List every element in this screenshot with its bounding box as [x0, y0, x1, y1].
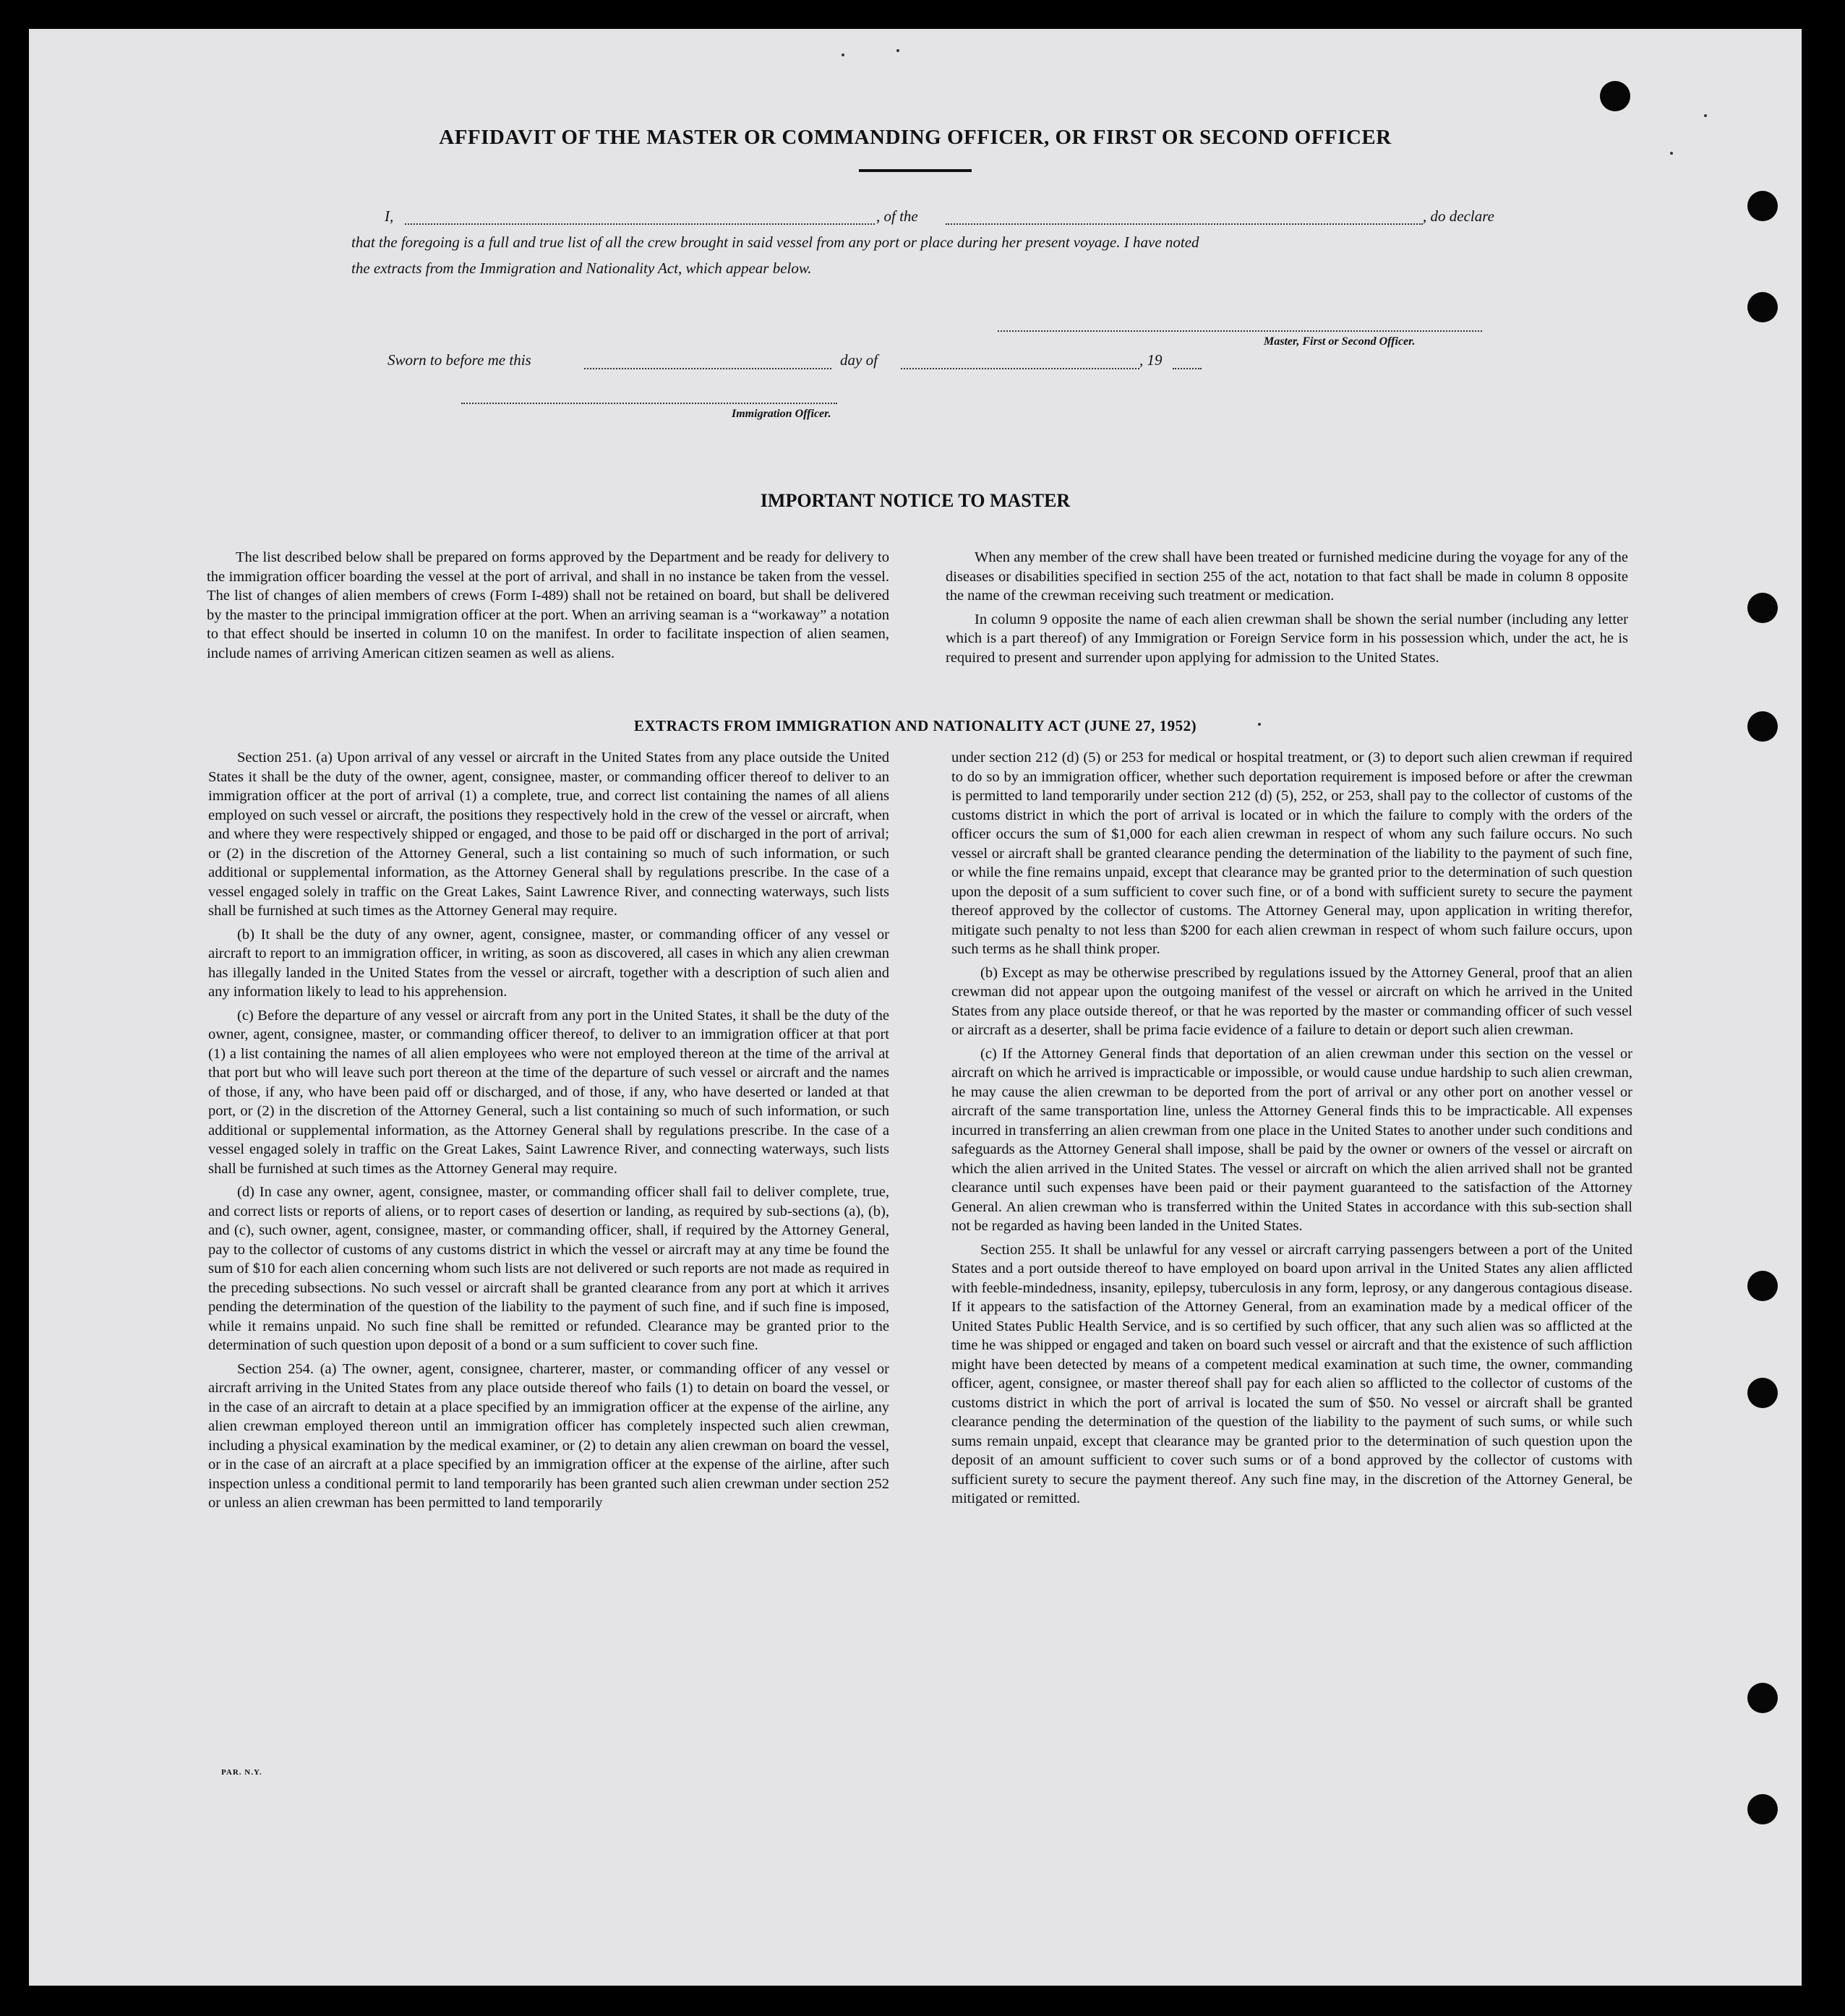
- affidavit-i-label: I,: [385, 207, 394, 225]
- affidavit-title: AFFIDAVIT OF THE MASTER OR COMMANDING OFFICER, OR FIRST OR SECOND OFFICER: [439, 126, 1392, 149]
- extract-paragraph: Section 255. It shall be unlawful for any vessel or aircraft carrying passengers between a port of the United States and a port outside thereof to have employed on board upon arrival in the United States any alien afflicted with feeble-mindedness, insanity, epilepsy, tuberculosis in any form, leprosy, or any dangerous contagious disease. If it appears to the satisfaction of the Attorney General, from an examination made by a medical officer of the United States Public Health Service, and is so certified by such officer, that any such alien was so afflicted at the time he was shipped or engaged and taken on board such vessel or aircraft and that the existence of such affliction might have been detected by means of a competent medical examination at such time, the owner, commanding officer, agent, consignee, or master thereof shall pay for each alien so afflicted to the collector of customs of the customs district in which the port of arrival is located the sum of $50. No vessel or aircraft shall be granted clearance pending the determination of the question of the liability to the payment of such sums, or while such sums remain unpaid, except that clearance may be granted prior to the determination of such question upon the deposit of an amount sufficient to cover such sums or of a bond approved by the collector of customs with sufficient surety to secure the payment thereof. Any such fine may, in the discretion of the Attorney General, be mitigated or remitted.: [951, 1241, 1632, 1506]
- master-signature-field[interactable]: [998, 330, 1482, 332]
- document-page: [29, 29, 1802, 1986]
- extract-paragraph: (b) It shall be the duty of any owner, agent, consignee, master, or commanding officer of any vessel or aircraft to report to an immigration officer, in writing, as soon as discovered, all cases in which any alien crewman has illegally landed in the United States from the vessel or aircraft, together with a description of such alien and any information likely to lead to his apprehension.: [208, 926, 889, 1000]
- officer-signature-field[interactable]: [461, 403, 837, 404]
- title-rule: [859, 169, 972, 172]
- notice-title: IMPORTANT NOTICE TO MASTER: [760, 490, 1071, 511]
- printer-mark: PAR. N.Y.: [221, 1768, 262, 1777]
- vessel-field[interactable]: [946, 223, 1423, 225]
- extract-paragraph: under section 212 (d) (5) or 253 for medical or hospital treatment, or (3) to deport such alien crewman if required to do so by an immigration officer, whether such deportation requirement is imposed before or after the crewman is permitted to land temporarily under section 212 (d) (5), 252, or 253, shall pay to the collector of customs of the customs district in which the port of arrival is located or in which the failure to comply with the orders of the officer occurs the sum of $1,000 for each alien crewman in respect of whom any such failure occurs. No such vessel or aircraft shall be granted clearance pending the determination of the liability to the payment of such fine, or while the fine remains unpaid, except that clearance may be granted prior to the determination of such question upon the deposit of a sum sufficient to cover such fine, or of a bond with sufficient surety to secure the payment thereof approved by the collector of customs. The Attorney General may, upon application in writing therefor, mitigate such penalty to not less than $200 for each alien crewman in respect of whom such failure occurs, upon such terms as he shall think proper.: [951, 750, 1632, 957]
- punch-hole-icon: [1747, 1683, 1778, 1713]
- punch-hole-icon: [1747, 1794, 1778, 1824]
- punch-hole-icon: [1747, 292, 1778, 322]
- officer-signature-caption: Immigration Officer.: [732, 408, 831, 420]
- notice-paragraph: In column 9 opposite the name of each alien crewman shall be shown the serial number (including any letter which is a part thereof) of any Immigration or Foreign Service form in his possession which, under the act, he is required to present and surrender upon applying for admission to the United States.: [946, 611, 1628, 666]
- notice-paragraph: When any member of the crew shall have been treated or furnished medicine during the voyage for any of the diseases or disabilities specified in section 255 of the act, notation to that fact shall be made in column 8 opposite the name of the crewman receiving such treatment or medication.: [946, 549, 1628, 604]
- affidavit-do-declare-label: , do declare: [1423, 207, 1494, 225]
- affidavit-statement-line: that the foregoing is a full and true list of all the crew brought in said vessel from any port or place during her present voyage. I have noted: [351, 233, 1199, 251]
- punch-hole-icon: [1747, 1271, 1778, 1301]
- extract-paragraph: (d) In case any owner, agent, consignee, master, or commanding officer shall fail to deliver complete, true, and correct lists or reports of aliens, or to report cases of desertion or landing, as required by sub-sections (a), (b), and (c), such owner, agent, consignee, master, or commanding officer, shall, if required by the Attorney General, pay to the collector of customs of any customs district in which the vessel or aircraft may at any time be found the sum of $10 for each alien concerning whom such lists are not delivered or such reports are not made as required in the preceding subsections. No such vessel or aircraft shall be granted clearance from any port at which it arrives pending the determination of the question of the liability to the payment of such fine, and if such fine is imposed, while it remains unpaid. No such fine shall be remitted or refunded. Clearance may be granted prior to the determination of such question upon deposit of a bond or a sum sufficient to cover such fine.: [208, 1184, 889, 1353]
- extract-paragraph: (c) If the Attorney General finds that deportation of an alien crewman under this section on the vessel or aircraft on which he arrived is impracticable or impossible, or would cause undue hardship to such alien crewman, he may cause the alien crewman to be deported from the port of arrival or any other port on another vessel or aircraft of the same transportation line, unless the Attorney General finds this to be impracticable. All expenses incurred in transferring an alien crewman from one place in the United States to another under such conditions and safeguards as the Attorney General shall impose, shall be paid by the owner or owners of the vessel or aircraft on which the alien arrived in the United States. The vessel or aircraft on which the alien arrived shall not be granted clearance until such expenses have been paid or their payment guaranteed to the satisfaction of the Attorney General. An alien crewman who is transferred within the United States in accordance with this sub-section shall not be regarded as having been landed in the United States.: [951, 1045, 1632, 1234]
- affidavit-of-the-label: , of the: [876, 207, 918, 225]
- sworn-day-field[interactable]: [584, 368, 831, 369]
- notice-right-column: [946, 548, 1628, 672]
- affidavit-statement-line: the extracts from the Immigration and Nationality Act, which appear below.: [351, 259, 812, 277]
- punch-hole-icon: [1600, 81, 1630, 111]
- speck-mark: [842, 53, 844, 56]
- sworn-label: Sworn to before me this: [388, 351, 531, 369]
- extract-paragraph: (b) Except as may be otherwise prescribed by regulations issued by the Attorney General, proof that an alien crewman did not appear upon the outgoing manifest of the vessel or aircraft on which he arrived in the United States from any place outside thereof, or that he was reported by the master or commanding officer of such vessel or aircraft as a deserter, shall be prima facie evidence of a failure to detain or deport such alien crewman.: [951, 964, 1632, 1038]
- speck-mark: [1704, 114, 1707, 117]
- notice-paragraph: The list described below shall be prepared on forms approved by the Department and be ready for delivery to the immigration officer boarding the vessel at the port of arrival, and shall in no instance be taken from the vessel. The list of changes of alien members of crews (Form I-489) shall not be retained on board, but shall be delivered by the master to the principal immigration officer at the port. When an arriving seaman is a “workaway” a notation to that effect should be inserted in column 10 on the manifest. In order to facilitate inspection of alien seamen, include names of arriving American citizen seamen as well as aliens.: [207, 549, 889, 661]
- year-label: , 19: [1139, 351, 1163, 369]
- notice-left-column: [207, 548, 889, 667]
- day-of-label: day of: [840, 351, 878, 369]
- extracts-right-column: [951, 748, 1632, 1513]
- extract-paragraph: Section 251. (a) Upon arrival of any vessel or aircraft in the United States from any place outside the United States it shall be the duty of the owner, agent, consignee, master, or commanding officer thereof to deliver to an immigration officer at the port of arrival (1) a complete, true, and correct list containing the names of all aliens employed on such vessel or aircraft, the positions they respectively hold in the crew of the vessel or aircraft, when and where they were respectively shipped or engaged, and those to be paid off or discharged in the port of arrival; or (2) in the discretion of the Attorney General, such a list containing so much of such information, or such additional or supplemental information, as the Attorney General shall by regulations prescribe. In the case of a vessel engaged solely in traffic on the Great Lakes, Saint Lawrence River, and connecting waterways, such lists shall be furnished at such times as the Attorney General may require.: [208, 750, 889, 919]
- speck-mark: [896, 49, 899, 52]
- sworn-month-field[interactable]: [901, 368, 1139, 369]
- master-signature-caption: Master, First or Second Officer.: [1264, 335, 1416, 348]
- punch-hole-icon: [1747, 191, 1778, 221]
- punch-hole-icon: [1747, 593, 1778, 623]
- sworn-year-field[interactable]: [1173, 368, 1202, 369]
- speck-mark: [1670, 152, 1673, 155]
- extracts-left-column: [208, 748, 889, 1517]
- punch-hole-icon: [1747, 1378, 1778, 1408]
- extracts-title: EXTRACTS FROM IMMIGRATION AND NATIONALITY ACT (JUNE 27, 1952): [633, 717, 1197, 734]
- extract-paragraph: Section 254. (a) The owner, agent, consignee, charterer, master, or commanding officer of any vessel or aircraft arriving in the United States from any place outside thereof who fails (1) to detain on board the vessel, or in the case of an aircraft to detain at a place specified by an immigration officer at the expense of the airline, any alien crewman employed thereon until an immigration officer has completely inspected such alien crewman, including a physical examination by the medical examiner, or (2) to detain any alien crewman on board the vessel, or in the case of an aircraft at a place specified by an immigration officer at the expense of the airline, after such inspection unless a conditional permit to land temporarily has been granted such alien crewman under section 252 or unless an alien crewman has been permitted to land temporarily: [208, 1360, 889, 1511]
- name-field[interactable]: [405, 223, 875, 225]
- extract-paragraph: (c) Before the departure of any vessel or aircraft from any port in the United States, it shall be the duty of the owner, agent, consignee, master, or commanding officer thereof, to deliver to an immigration officer at that port (1) a list containing the names of all alien employees who were not employed thereon at the time of the arrival at that port but who will leave such port thereon at the time of the departure of such vessel or aircraft and the names of those, if any, who have been paid off or discharged, and of those, if any, who have deserted or landed at that port, or (2) in the discretion of the Attorney General, such a list containing so much of such information, or such additional or supplemental information, as the Attorney General shall by regulations prescribe. In the case of a vessel engaged solely in traffic on the Great Lakes, Saint Lawrence River, and connecting waterways, such lists shall be furnished at such times as the Attorney General may require.: [208, 1007, 889, 1177]
